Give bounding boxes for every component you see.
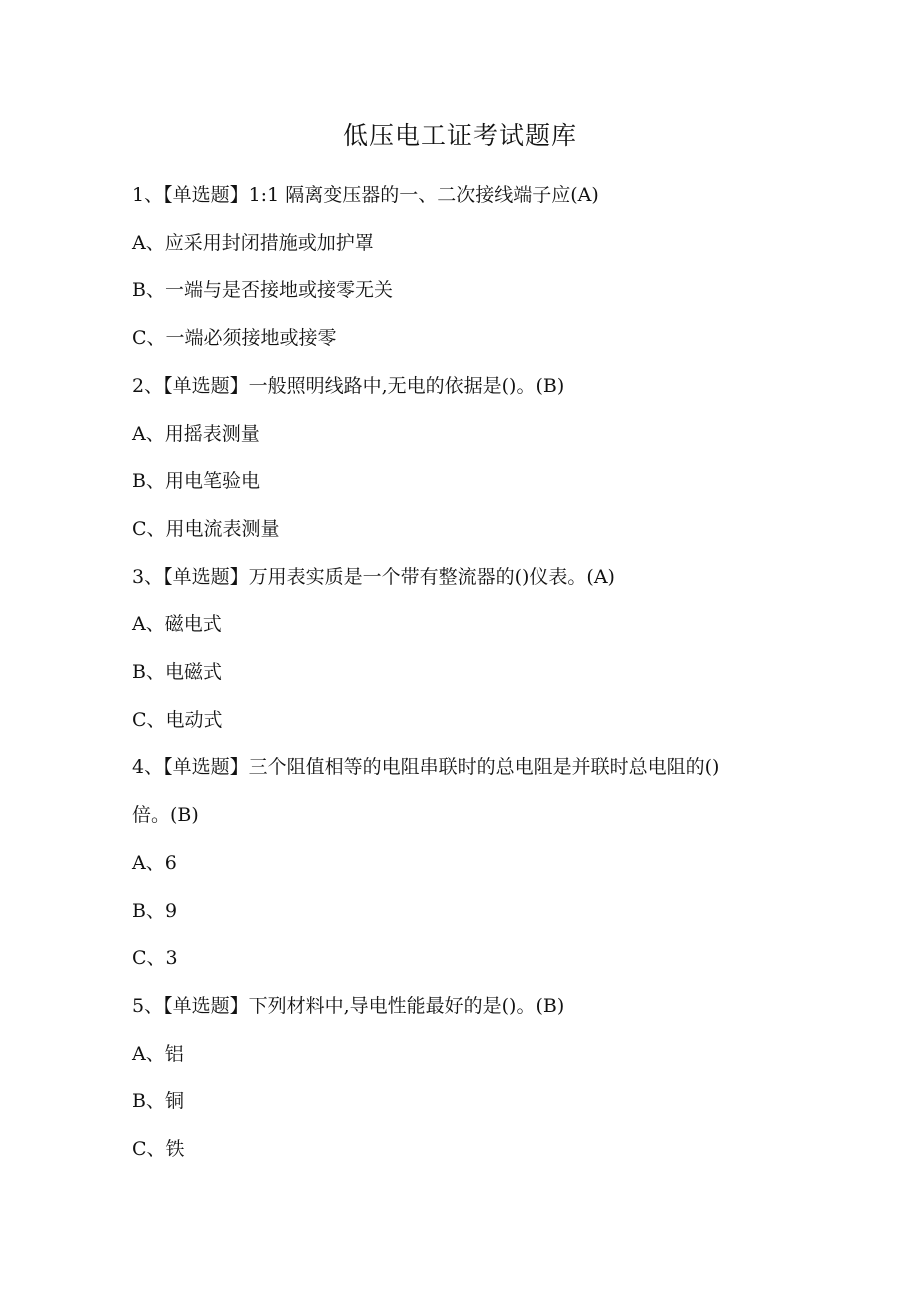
question-1-option-a: A、应采用封闭措施或加护罩 xyxy=(132,231,374,254)
question-2-stem: 2、【单选题】一般照明线路中,无电的依据是()。(B) xyxy=(132,374,565,397)
question-2-option-b: B、用电笔验电 xyxy=(132,470,260,493)
question-3-option-a: A、磁电式 xyxy=(132,613,222,636)
question-4-stem-line-1: 4、【单选题】三个阻值相等的电阻串联时的总电阻是并联时总电阻的() xyxy=(132,756,720,779)
question-5-stem: 5、【单选题】下列材料中,导电性能最好的是()。(B) xyxy=(132,994,565,1017)
question-4-option-c: C、3 xyxy=(132,947,178,970)
question-5-option-a: A、铝 xyxy=(132,1042,184,1065)
question-1-option-b: B、一端与是否接地或接零无关 xyxy=(132,279,393,302)
question-4-option-b: B、9 xyxy=(132,899,178,922)
question-4-stem-line-2: 倍。(B) xyxy=(132,804,199,827)
document-title: 低压电工证考试题库 xyxy=(342,121,577,150)
question-1-stem: 1、【单选题】1:1 隔离变压器的一、二次接线端子应(A) xyxy=(132,184,599,206)
question-1-option-c: C、一端必须接地或接零 xyxy=(132,327,337,350)
question-5-option-c: C、铁 xyxy=(132,1138,185,1161)
question-3-option-c: C、电动式 xyxy=(132,708,223,731)
question-4-option-a: A、6 xyxy=(132,851,177,874)
question-list xyxy=(132,172,792,1174)
question-2-option-c: C、用电流表测量 xyxy=(132,517,280,540)
question-2-option-a: A、用摇表测量 xyxy=(132,422,260,445)
question-5-option-b: B、铜 xyxy=(132,1090,184,1113)
question-3-stem: 3、【单选题】万用表实质是一个带有整流器的()仪表。(A) xyxy=(132,565,615,588)
question-3-option-b: B、电磁式 xyxy=(132,661,222,684)
